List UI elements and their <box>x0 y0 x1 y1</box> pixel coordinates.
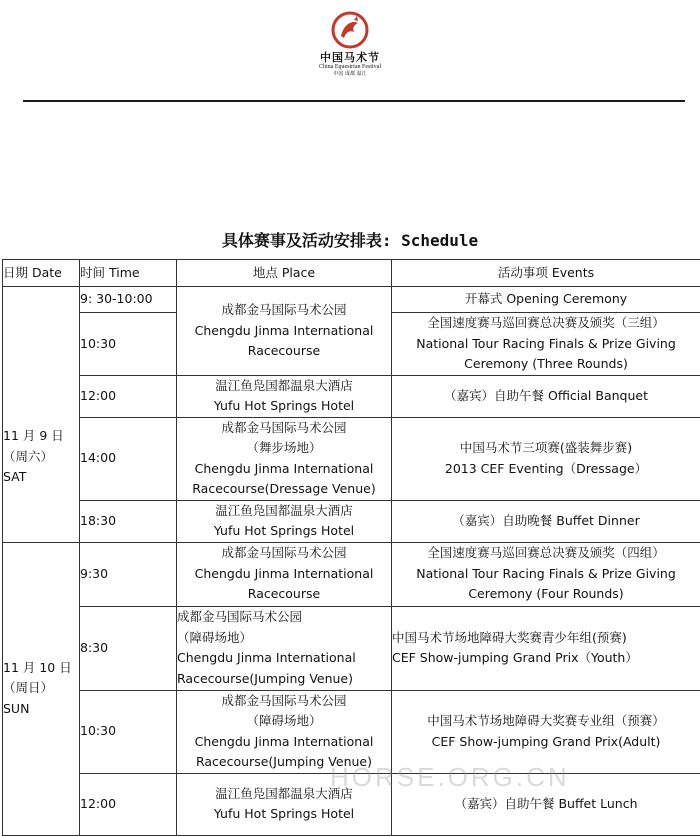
event-cell <box>392 417 700 500</box>
place-line: Racecourse <box>177 584 391 605</box>
event-cell <box>392 313 700 376</box>
place-line: Racecourse <box>177 341 391 362</box>
place-line: 温江鱼凫国都温泉大酒店 <box>177 501 391 522</box>
day-date: 11 月 9 日 <box>3 341 79 447</box>
place-line: （障碍场地） <box>177 711 391 732</box>
event-line: Ceremony (Four Rounds) <box>392 584 700 605</box>
time-cell: 10:30 <box>80 313 177 376</box>
table-row <box>3 500 700 542</box>
place-line: 成都金马国际马术公园 <box>177 607 391 628</box>
day-cell-sat <box>3 287 80 543</box>
place-line: Racecourse(Dressage Venue) <box>177 479 391 500</box>
event-line: 全国速度赛马巡回赛总决赛及颁奖（三组） <box>392 313 700 334</box>
day-date: 11 月 10 日 <box>3 658 79 679</box>
event-line: CEF Show-jumping Grand Prix（Youth） <box>392 648 700 669</box>
header-place: 地点 Place <box>177 260 392 287</box>
event-line: 2013 CEF Eventing（Dressage） <box>392 459 700 480</box>
place-cell <box>177 417 392 500</box>
place-line: Yufu Hot Springs Hotel <box>177 396 391 417</box>
place-line: Chengdu Jinma International <box>177 564 391 585</box>
place-line: Chengdu Jinma International <box>177 732 391 753</box>
place-cell <box>177 375 392 417</box>
table-row <box>3 417 700 500</box>
place-line: 成都金马国际马术公园 <box>177 300 391 321</box>
day-cell-sun <box>3 542 80 835</box>
table-row <box>3 287 700 313</box>
horse-emblem-icon <box>330 10 370 50</box>
place-cell <box>177 606 392 690</box>
place-line: Chengdu Jinma International <box>177 459 391 480</box>
header-time: 时间 Time <box>80 260 177 287</box>
header-date: 日期 Date <box>3 260 80 287</box>
event-cell <box>392 375 700 417</box>
event-cell <box>392 690 700 773</box>
watermark: HORSE.ORG.CN <box>330 762 570 793</box>
place-line: Chengdu Jinma International <box>177 648 391 669</box>
logo-location-text: 中国 成都 温江 <box>300 71 400 77</box>
event-line: 全国速度赛马巡回赛总决赛及颁奖（四组） <box>392 543 700 564</box>
header-events: 活动事项 Events <box>392 260 700 287</box>
event-line: 中国马术节三项赛(盛装舞步赛) <box>392 438 700 459</box>
event-cell <box>392 606 700 690</box>
logo-chinese-text: 中国马术节 <box>300 51 400 64</box>
time-cell: 12:00 <box>80 375 177 417</box>
place-cell <box>177 500 392 542</box>
event-line: Ceremony (Three Rounds) <box>392 354 700 375</box>
place-line: 成都金马国际马术公园 <box>177 691 391 712</box>
event-line: National Tour Racing Finals & Prize Giving <box>392 334 700 355</box>
table-row <box>3 606 700 690</box>
time-cell: 8:30 <box>80 606 177 690</box>
place-line: 温江鱼凫国都温泉大酒店 <box>177 784 391 805</box>
time-cell: 18:30 <box>80 500 177 542</box>
schedule-table <box>2 259 700 836</box>
place-line: （舞步场地） <box>177 438 391 459</box>
event-line: 中国马术节场地障碍大奖赛青少年组(预赛) <box>392 628 700 649</box>
event-line: National Tour Racing Finals & Prize Giving <box>392 564 700 585</box>
logo-english-text: China Equestrian Festival <box>300 64 400 71</box>
header-divider <box>23 100 685 102</box>
time-cell: 14:00 <box>80 417 177 500</box>
place-line: Yufu Hot Springs Hotel <box>177 521 391 542</box>
place-line: （障碍场地） <box>177 628 391 649</box>
event-line: 中国马术节场地障碍大奖赛专业组（预赛） <box>392 711 700 732</box>
table-header-row <box>3 260 700 287</box>
place-line: 成都金马国际马术公园 <box>177 418 391 439</box>
place-cell <box>177 690 392 773</box>
event-cell <box>392 500 700 542</box>
time-cell: 9:30 <box>80 542 177 606</box>
time-cell: 10:30 <box>80 690 177 773</box>
day-weekday-cn: （周六） <box>3 447 79 468</box>
table-row <box>3 542 700 606</box>
event-line: （嘉宾）自助晚餐 Buffet Dinner <box>392 511 700 532</box>
page-title: 具体赛事及活动安排表: Schedule <box>0 228 700 251</box>
day-weekday-en: SUN <box>3 699 79 720</box>
time-cell: 9: 30-10:00 <box>80 287 177 313</box>
event-cell <box>392 542 700 606</box>
event-cell <box>392 287 700 313</box>
festival-logo <box>300 10 400 90</box>
place-cell <box>177 287 392 376</box>
place-line: Chengdu Jinma International <box>177 321 391 342</box>
place-line: 温江鱼凫国都温泉大酒店 <box>177 376 391 397</box>
event-line: （嘉宾）自助午餐 Buffet Lunch <box>392 794 700 815</box>
day-weekday-en: SAT <box>3 467 79 488</box>
table-row <box>3 690 700 773</box>
place-line: 成都金马国际马术公园 <box>177 543 391 564</box>
place-line: Yufu Hot Springs Hotel <box>177 804 391 825</box>
time-cell: 12:00 <box>80 773 177 835</box>
event-line: CEF Show-jumping Grand Prix(Adult) <box>392 732 700 753</box>
place-line: Racecourse(Jumping Venue) <box>177 752 391 773</box>
event-line: 开幕式 Opening Ceremony <box>392 289 700 310</box>
day-weekday-cn: （周日） <box>3 678 79 699</box>
event-line: （嘉宾）自助午餐 Official Banquet <box>392 386 700 407</box>
place-line: Racecourse(Jumping Venue) <box>177 669 391 690</box>
table-row <box>3 375 700 417</box>
place-cell <box>177 542 392 606</box>
